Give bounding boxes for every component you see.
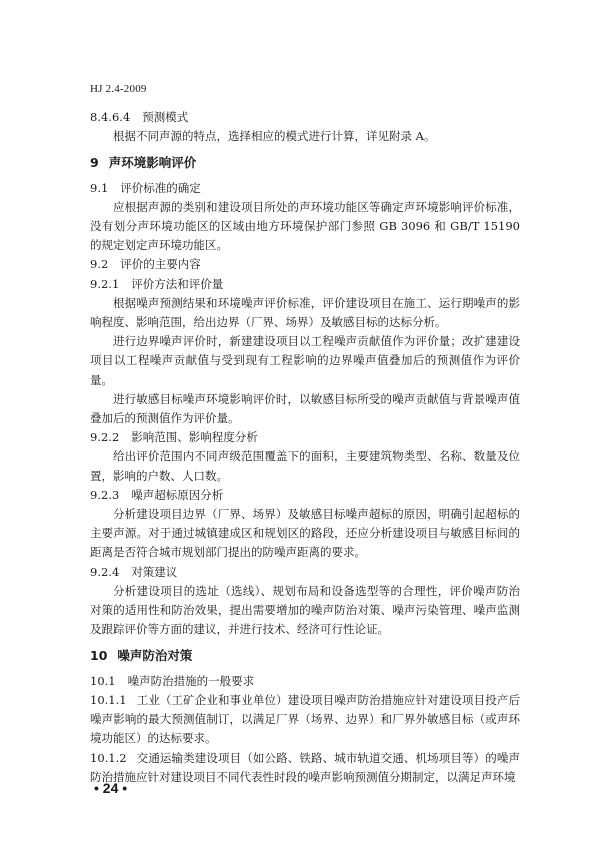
section-9-2-1-paragraph-1: 根据噪声预测结果和环境噪声评价标准，评价建设项目在施工、运行期噪声的影响程度、影响范围，给出边界（厂界、场界）及敏感目标的达标分析。	[90, 295, 520, 330]
section-9-2-4-text: 分析建设项目的选址（选线）、规划布局和设备选型等的合理性，评价噪声防治对策的适用性和防治效果，提出需要增加的噪声防治对策、噪声污染管理、噪声监测及跟踪评价等方面的建议，并进行技术、经济可行性论证。	[90, 583, 520, 637]
page-number: • 24 •	[94, 780, 128, 796]
section-9-heading	[90, 153, 520, 172]
section-title: 评价标准的确定	[120, 180, 201, 195]
section-9-2-2-text: 给出评价范围内不同声级范围覆盖下的面积，主要建筑物类型、名称、数量及位置，影响的户数、人口数。	[90, 449, 520, 483]
standard-code-header: HJ 2.4-2009	[90, 83, 147, 95]
section-title: 噪声防治措施的一般要求	[127, 673, 255, 688]
page-content	[90, 108, 520, 787]
section-9-2-1-heading	[90, 275, 520, 294]
section-title: 影响范围、影响程度分析	[131, 430, 258, 445]
section-number: 10.1.2	[90, 750, 127, 765]
section-10-1-1-text	[90, 691, 520, 749]
section-9-1-text: 应根据声源的类别和建设项目所处的声环境功能区等确定声环境影响评价标准，没有划分声环境功能区的区域由地方环境保护部门参照 GB 3096 和 GB/T 15190 的规定划定声环境功能区。	[90, 199, 520, 253]
section-number: 9.2	[90, 257, 109, 272]
section-number: 9.1	[90, 180, 109, 195]
section-9-2-4-heading	[90, 563, 520, 582]
section-9-1-heading	[90, 179, 520, 198]
section-10-1-2-text	[90, 749, 520, 787]
section-10-1-heading	[90, 672, 520, 691]
section-9-2-3-heading	[90, 486, 520, 505]
section-9-2-1-paragraph-3: 进行敏感目标噪声环境影响评价时，以敏感目标所受的噪声贡献值与背景噪声值叠加后的预测值作为评价量。	[90, 391, 520, 426]
section-number: 9	[90, 155, 99, 171]
section-10-heading	[90, 646, 520, 665]
section-8-4-6-4-text: 根据不同声源的特点，选择相应的模式进行计算，详见附录 A。	[113, 129, 436, 144]
section-body: 交通运输类建设项目（如公路、铁路、城市轨道交通、机场项目等）的噪声防治措施应针对建设项目不同代表性时段的噪声影响预测值分期制定，以满足声环境	[90, 750, 520, 784]
section-title: 声环境影响评价	[108, 155, 197, 171]
section-title: 噪声超标原因分析	[131, 487, 224, 502]
section-title: 评价方法和评价量	[131, 276, 224, 291]
section-9-2-2-heading	[90, 428, 520, 447]
section-9-2-1-paragraph-2: 进行边界噪声评价时，新建建设项目以工程噪声贡献值作为评价量；改扩建建设项目以工程噪声贡献值与受到现有工程影响的边界噪声值叠加后的预测值作为评价量。	[90, 334, 520, 387]
section-9-2-heading	[90, 255, 520, 274]
section-title: 预测模式	[142, 110, 189, 124]
section-title: 对策建议	[131, 564, 178, 579]
section-body: 工业（工矿企业和事业单位）建设项目噪声防治措施应针对建设项目投产后噪声影响的最大预测值制订，以满足厂界（场界、边界）和厂界外敏感目标（或声环境功能区）的达标要求。	[90, 692, 520, 746]
section-number: 10.1	[90, 673, 116, 688]
section-number: 9.2.4	[90, 564, 120, 579]
section-9-2-3-text: 分析建设项目边界（厂界、场界）及敏感目标噪声超标的原因，明确引起超标的主要声源。对于通过城镇建成区和规划区的路段，还应分析建设项目与敏感目标间的距离是否符合城市规划部门提出的防噪声距离的要求。	[90, 507, 520, 560]
section-number: 9.2.3	[90, 487, 120, 502]
section-8-4-6-4-heading	[90, 108, 520, 127]
section-number: 10.1.1	[90, 692, 127, 707]
section-number: 10	[90, 648, 108, 664]
section-number: 9.2.1	[90, 276, 120, 291]
section-title: 评价的主要内容	[120, 257, 201, 272]
section-number: 9.2.2	[90, 430, 120, 445]
section-title: 噪声防治对策	[117, 648, 193, 664]
section-number: 8.4.6.4	[90, 110, 131, 124]
